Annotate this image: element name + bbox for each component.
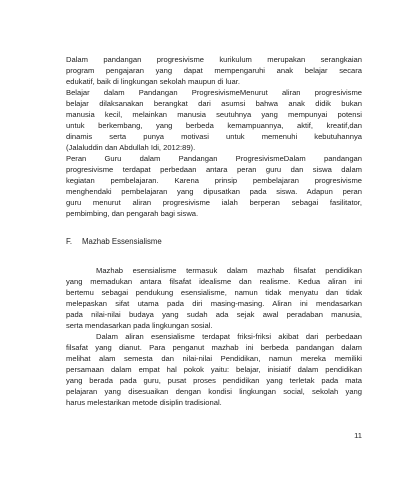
text-line: untuk berkembang, yang berbeda kemampuannya, aktif, kreatif,dan bbox=[66, 121, 362, 130]
text-line: Mazhab esensialisme termasuk dalam mazhab filsafat pendidikan bbox=[96, 266, 362, 275]
text-line: persamaan dalam empat hal pokok yaitu: belajar, inisiatif dalam pendidikan bbox=[66, 365, 362, 374]
text-line: pada nilai-nilai budaya yang sudah ada sejak awal peradaban manusia, bbox=[66, 310, 362, 319]
paragraph-aliran-esensialisme bbox=[66, 331, 362, 408]
text-line: pelajaran yang disesuaikan dengan kondisi lingkungan social, sekolah yang bbox=[66, 387, 362, 396]
text-line: Dalam aliran esensialisme terdapat friksi-friksi akibat dari perbedaan bbox=[96, 332, 362, 341]
section-heading bbox=[66, 236, 162, 247]
section-title: Mazhab Essensialisme bbox=[82, 237, 162, 246]
text-line: melepaskan sifat utama pada diri masing-masing. Aliran ini mendasarkan bbox=[66, 299, 362, 308]
text-line: (Jalaluddin dan Abdullah Idi, 2012:89). bbox=[66, 143, 196, 152]
paragraph-mazhab-esensialisme bbox=[66, 265, 362, 331]
text-line: yang berada pada guru, pusat proses pendidikan yang terletak pada mata bbox=[66, 376, 362, 385]
text-line: menghendaki pembelajaran yang dipusatkan pada siswa. Adapun peran bbox=[66, 187, 362, 196]
text-line: edukatif, baik di lingkungan sekolah maupun di luar. bbox=[66, 77, 240, 86]
text-line: filsafat yang dianut. Para penganut mazhab ini berbeda pandangan dalam bbox=[66, 343, 362, 352]
text-line: kegiatan pembelajaran. Karena prinsip pembelajaran progresivisme bbox=[66, 176, 362, 185]
text-line: bertemu sebagai pendukung esensialisme, namun tidak menyatu dan tidak bbox=[66, 288, 362, 297]
text-line: melihat alam semesta dan nilai-nilai Pendidikan, namun mereka memiliki bbox=[66, 354, 362, 363]
text-line: pembimbing, dan pengarah bagi siswa. bbox=[66, 209, 199, 218]
text-line: dinamis serta punya motivasi untuk memenuhi kebutuhannya bbox=[66, 132, 362, 141]
text-line: yang memadukan antara filsafat idealisme dan realisme. Kedua aliran ini bbox=[66, 277, 362, 286]
text-line: belajar dilaksanakan berangkat dari asumsi bahwa anak didik bukan bbox=[66, 99, 362, 108]
text-line: Peran Guru dalam Pandangan ProgresivismeDalam pandangan bbox=[66, 154, 362, 163]
text-line: Dalam pandangan progresivisme kurikulum merupakan serangkaian bbox=[66, 55, 362, 64]
page-number: 11 bbox=[354, 431, 362, 440]
section-number: F. bbox=[66, 237, 73, 246]
text-line: program pengajaran yang dapat mempengaruhi anak belajar secara bbox=[66, 66, 362, 75]
paragraph-progresivisme-kurikulum bbox=[66, 54, 362, 87]
text-line: Belajar dalam Pandangan ProgresivismeMenurut aliran progresivisme bbox=[66, 88, 362, 97]
text-line: harus melestarikan metode disiplin tradisional. bbox=[66, 398, 222, 407]
paragraph-belajar-progresivisme bbox=[66, 87, 362, 153]
paragraph-peran-guru bbox=[66, 153, 362, 219]
text-line: progresivisme terdapat perbedaan antara peran guru dan siswa dalam bbox=[66, 165, 362, 174]
text-line: serta mendasarkan pada lingkungan sosial. bbox=[66, 321, 213, 330]
text-line: guru menurut aliran progresivisme ialah berperan sebagai fasilitator, bbox=[66, 198, 362, 207]
text-line: manusia kecil, melainkan manusia seutuhnya yang mempunyai potensi bbox=[66, 110, 362, 119]
